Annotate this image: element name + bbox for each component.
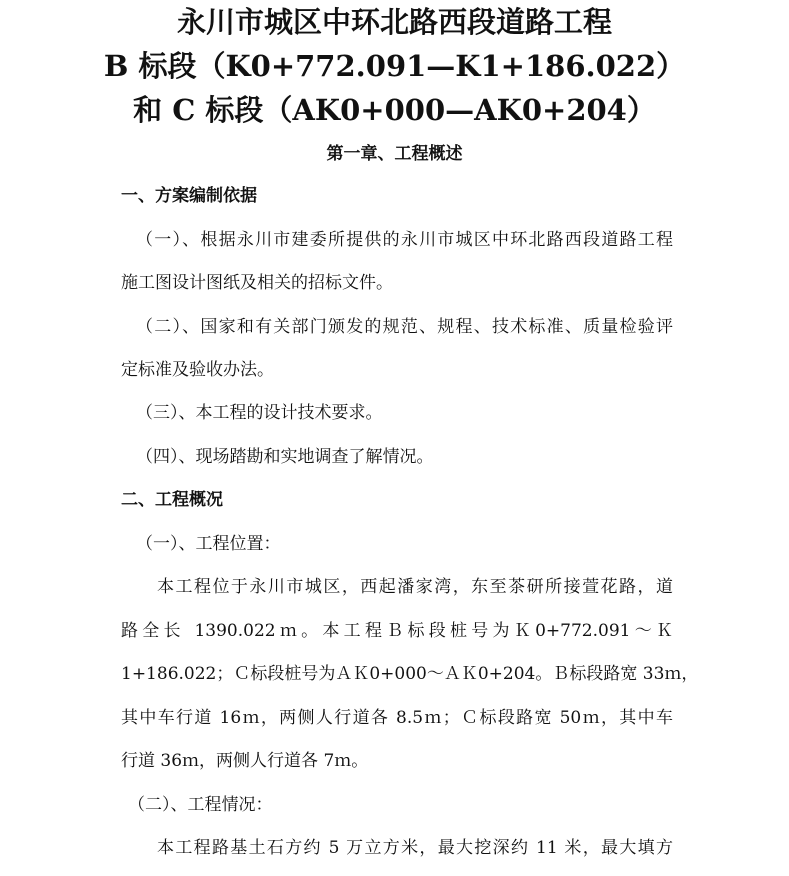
document-title-line-3: 和 C 标段（AK0+000—AK0+204） <box>133 93 656 127</box>
paragraph-line: 行道 36ｍ，两侧人行道各 7ｍ。 <box>121 751 369 771</box>
paragraph-line: 本工程路基土石方约 5 万立方米，最大挖深约 11 米，最大填方 <box>157 838 673 858</box>
subsection-heading-status: （二）、工程情况： <box>128 795 273 815</box>
paragraph-line: 施工图设计图纸及相关的招标文件。 <box>121 273 393 293</box>
paragraph-line: 其中车行道 16ｍ，两侧人行道各 8.5ｍ；Ｃ标段路宽 50ｍ，其中车 <box>121 708 673 728</box>
paragraph-line: 1+186.022；Ｃ标段桩号为ＡＫ0+000～ＡＫ0+204。Ｂ标段路宽 33ｍ， <box>121 664 699 684</box>
section-heading-overview: 二、工程概况 <box>121 490 223 510</box>
paragraph-line: （三）、本工程的设计技术要求。 <box>136 403 383 423</box>
section-heading-basis: 一、方案编制依据 <box>121 186 257 206</box>
paragraph-line: 路全长 1390.022ｍ。本工程Ｂ标段桩号为Ｋ0+772.091～Ｋ <box>121 621 673 641</box>
paragraph-line: 定标准及验收办法。 <box>121 360 274 380</box>
document-title-line-1: 永川市城区中环北路西段道路工程 <box>176 5 612 39</box>
paragraph-line: 本工程位于永川市城区，西起潘家湾，东至茶研所接萱花路，道 <box>157 577 673 597</box>
paragraph-line: （四）、现场踏勘和实地调查了解情况。 <box>136 447 434 467</box>
paragraph-line: （一）、根据永川市建委所提供的永川市城区中环北路西段道路工程 <box>136 230 673 250</box>
document-title-line-2: B 标段（K0+772.091—K1+186.022） <box>103 49 686 83</box>
paragraph-line: （二）、国家和有关部门颁发的规范、规程、技术标准、质量检验评 <box>136 317 673 337</box>
subsection-heading-location: （一）、工程位置： <box>136 534 281 554</box>
chapter-heading: 第一章、工程概述 <box>326 144 463 164</box>
